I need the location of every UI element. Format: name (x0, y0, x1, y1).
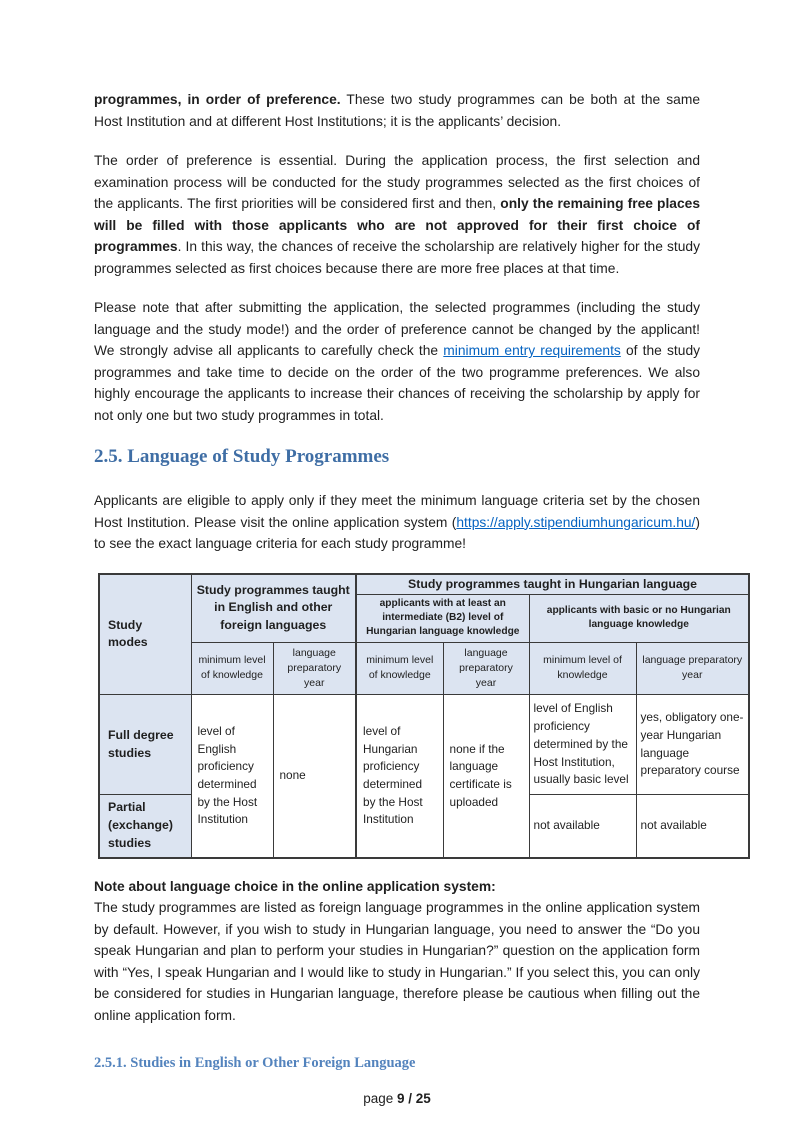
table-colhead-basic-min: minimum level of knowledge (529, 642, 636, 695)
table-header-row-columns (99, 642, 749, 695)
table-cell-basic-prep-full: yes, obligatory one-year Hungarian language preparatory course (636, 695, 749, 795)
table-group-english: Study programmes taught in English and other foreign languages (191, 574, 356, 643)
table-group-hungarian: Study programmes taught in Hungarian language (356, 574, 749, 595)
paragraph-submit-end: of the study programmes and take time to decide on the order of the two programme preferences. We also highly encourage the applicants to increase their chances of receiving the scholarship by apply for not only one but two study programmes in total. (94, 343, 701, 423)
table-corner-study-modes: Study modes (99, 574, 191, 695)
paragraph-eligibility (94, 490, 700, 555)
table-cell-en-min: level of English proficiency determined by the Host Institution (191, 695, 273, 858)
apply-system-link[interactable]: https://apply.stipendiumhungaricum.hu/ (456, 514, 696, 530)
page-number-value: 9 / 25 (397, 1091, 431, 1106)
table-colhead-basic-prep: language preparatory year (636, 642, 749, 695)
table-colhead-en-prep: language preparatory year (273, 642, 356, 695)
table-subgroup-b2: applicants with at least an intermediate (B2) level of Hungarian language knowledge (356, 594, 529, 642)
table-row-full-degree (99, 695, 749, 795)
page-number-prefix: page (363, 1091, 397, 1106)
table-colhead-b2-min: minimum level of knowledge (356, 642, 443, 695)
note-block (94, 876, 700, 1027)
table-cell-basic-prep-partial: not available (636, 795, 749, 858)
table-subgroup-basic: applicants with basic or no Hungarian language knowledge (529, 594, 749, 642)
table-cell-b2-prep: none if the language certificate is uploaded (443, 695, 529, 858)
page-number (0, 1091, 794, 1106)
paragraph-preference-bold: programmes, in order of preference. (94, 92, 341, 107)
paragraph-submit-start: Please note that after submitting the application, the selected programmes (including the study language and the study mode!) and the order of preference cannot be changed by the applicant! We strongly advise all applicants to carefully check the (94, 300, 700, 358)
paragraph-order-bold: only the remaining free places will be filled with those applicants who are not approved for their first choice of programmes (94, 196, 700, 254)
table-header-row-groups (99, 574, 749, 595)
table-cell-basic-min-partial: not available (529, 795, 636, 858)
table-cell-en-prep: none (273, 695, 356, 858)
paragraph-preference (94, 89, 700, 132)
table-colhead-en-min: minimum level of knowledge (191, 642, 273, 695)
table-cell-b2-min: level of Hungarian proficiency determined by the Host Institution (356, 695, 443, 858)
minimum-entry-requirements-link[interactable]: minimum entry requirements (443, 343, 621, 358)
paragraph-eligibility-start: Applicants are eligible to apply only if they meet the minimum language criteria set by the chosen Host Institution. Please visit the online application system ( (94, 493, 700, 530)
table-cell-basic-min-full: level of English proficiency determined by the Host Institution, usually basic level (529, 695, 636, 795)
paragraph-order-end: . In this way, the chances of receive the scholarship are relatively higher for the study programmes selected as first choices because there are more free places at that time. (94, 239, 700, 276)
section-heading-2-5: 2.5. Language of Study Programmes (94, 446, 390, 467)
note-body: The study programmes are listed as foreign language programmes in the online application system by default. However, if you wish to study in Hungarian language, you need to answer the “Do you speak Hungarian and plan to perform your studies in Hungarian?” question on the application form with “Yes, I speak Hungarian and I would like to study in Hungarian.” If you select this, you can only be considered for studies in Hungarian language, therefore please be cautious when filling out the online application form. (94, 900, 700, 1023)
paragraph-order-start: The order of preference is essential. During the application process, the first selection and examination process will be conducted for the study programmes selected as the first choices of the applicants. The first priorities will be considered first and then, (94, 153, 700, 211)
paragraph-eligibility-end: ) to see the exact language criteria for each study programme! (94, 514, 700, 551)
table-rowhead-partial: Partial (exchange) studies (99, 795, 191, 858)
paragraph-after-submitting (94, 297, 700, 426)
paragraph-order-essential (94, 150, 700, 279)
paragraph-preference-rest: These two study programmes can be both at the same Host Institution and at different Host Institutions; it is the applicants’ decision. (94, 92, 700, 129)
note-heading: Note about language choice in the online application system: (94, 878, 496, 894)
table-colhead-b2-prep: language preparatory year (443, 642, 529, 695)
section-heading-2-5-1: 2.5.1. Studies in English or Other Foreign Language (94, 1055, 416, 1072)
language-criteria-table (98, 573, 750, 859)
table-rowhead-full-degree: Full degree studies (99, 695, 191, 795)
